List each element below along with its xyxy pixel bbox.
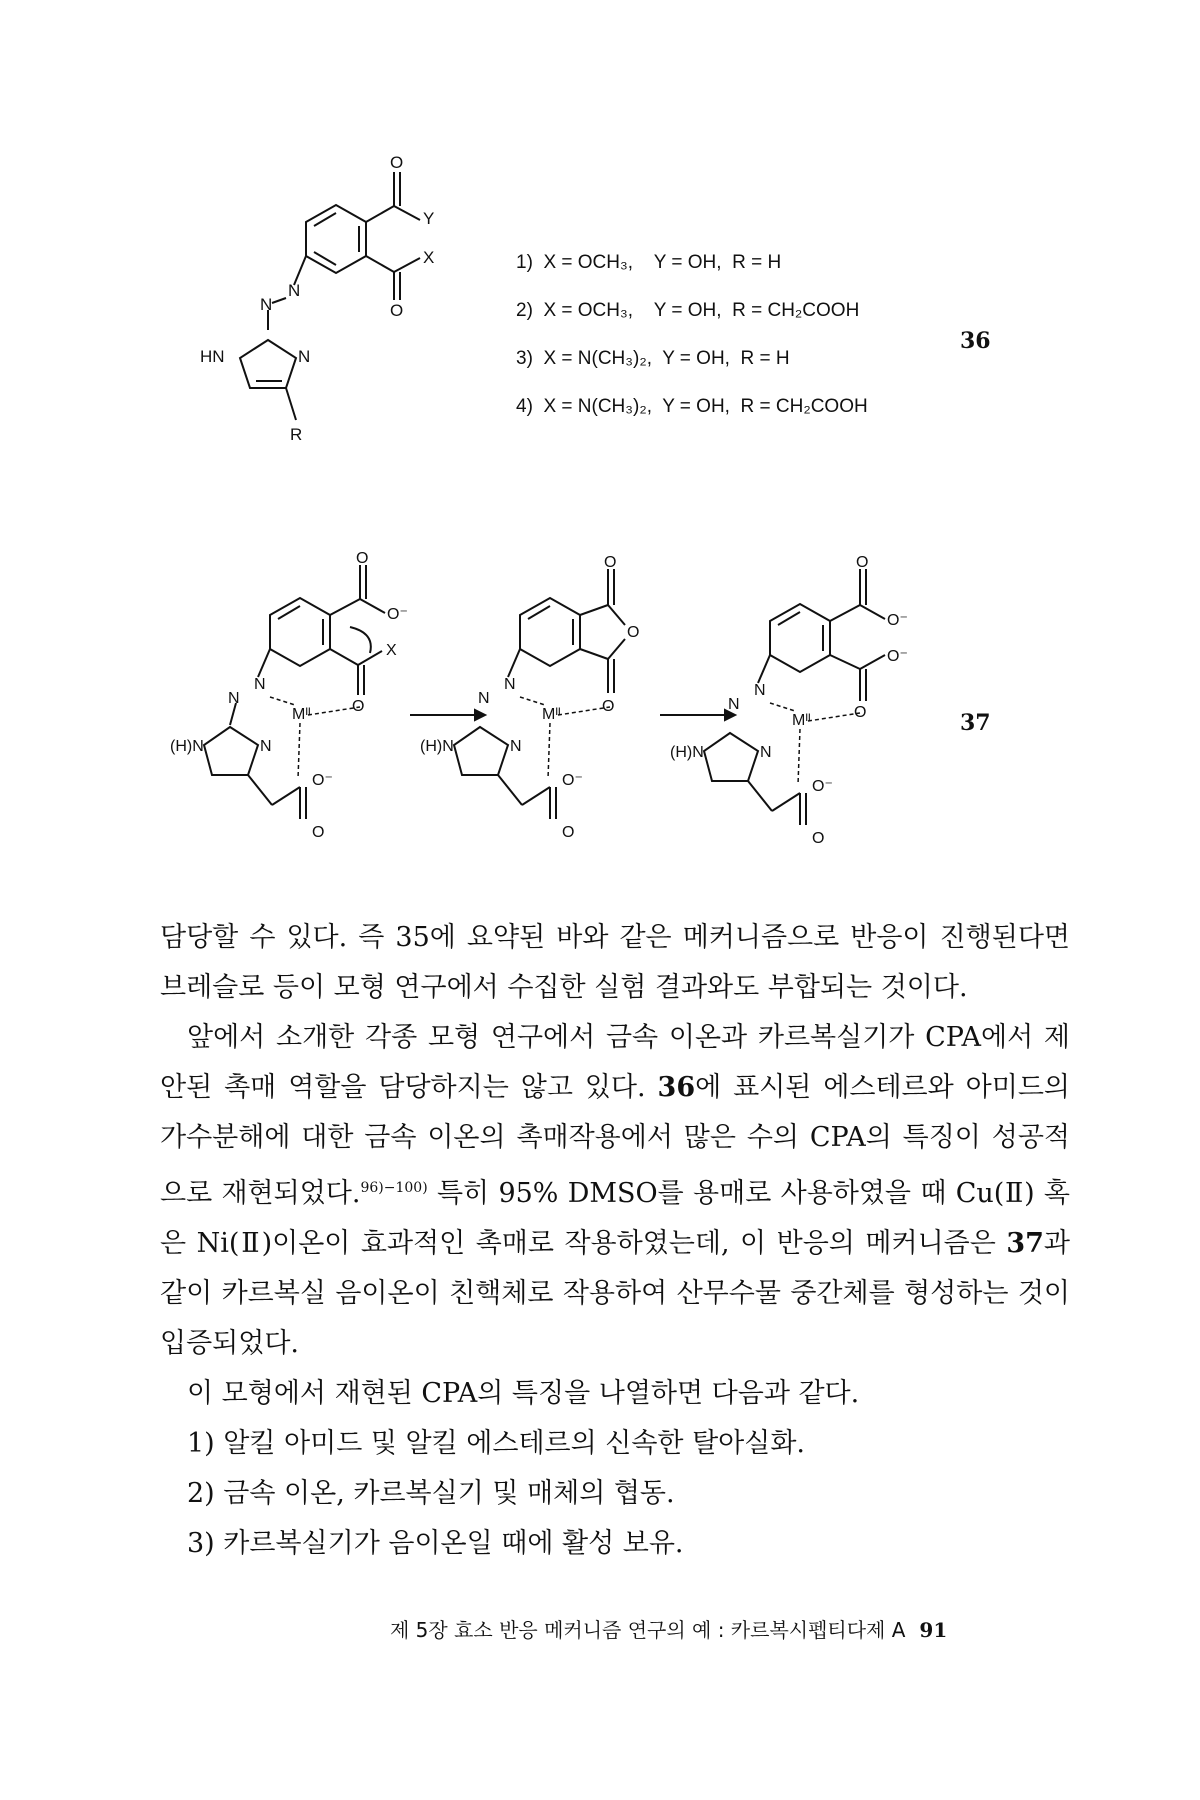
paragraph-3: 이 모형에서 재현된 CPA의 특징을 나열하면 다음과 같다. bbox=[187, 1378, 860, 1409]
atom-o-minus: O⁻ bbox=[887, 612, 908, 629]
atom-o: O bbox=[854, 704, 867, 721]
compound-number-36: 36 bbox=[960, 328, 991, 354]
atom-n: N bbox=[504, 676, 516, 693]
list-item: 3) 카르복실기가 음이온일 때에 활성 보유. bbox=[187, 1528, 684, 1559]
atom-n: N bbox=[254, 676, 266, 693]
paragraph-2 bbox=[160, 1013, 1070, 1369]
paragraph-2-part-b: 에 표시된 에스테르와 아미드의 가수분해에 대한 금속 이온의 촉매작용에서 많은 수의 CPA의 특징이 성공적으로 재현되었다. bbox=[160, 1072, 1070, 1209]
paragraph-2-part-a: 앞에서 소개한 각종 모형 연구에서 금속 이온과 카르복실기가 CPA에서 제안된 촉매 역할을 담당하지는 않고 있다. bbox=[160, 1022, 1070, 1103]
atom-x: X bbox=[423, 248, 435, 267]
atom-o-minus: O⁻ bbox=[387, 606, 408, 623]
atom-n: N bbox=[760, 744, 772, 761]
atom-o-minus: O⁻ bbox=[812, 778, 833, 795]
compound-ref-36: 36 bbox=[657, 1072, 696, 1103]
atom-o: O bbox=[390, 301, 404, 320]
feature-list bbox=[160, 1419, 1070, 1569]
running-head: 제 5장 효소 반응 메커니즘 연구의 예 : 카르복시펩티다제 A bbox=[390, 1618, 906, 1642]
compound-ref-37: 37 bbox=[1006, 1228, 1044, 1259]
compound-number-37: 37 bbox=[960, 710, 991, 736]
atom-n: N bbox=[298, 347, 311, 366]
list-item: 2) 금속 이온, 카르복실기 및 매체의 협동. bbox=[187, 1478, 675, 1509]
atom-hn: HN bbox=[200, 347, 225, 366]
structure-36 bbox=[200, 150, 500, 480]
atom-o: O bbox=[352, 698, 365, 715]
atom-hn: (H)N bbox=[420, 738, 454, 755]
atom-x: X bbox=[386, 642, 397, 659]
paragraph-2-part-c: 특히 95% DMSO를 용매로 사용하였을 때 Cu(Ⅱ) 혹은 Ni(Ⅱ)이온이 효과적인 촉매로 작용하였는데, 이 반응의 메커니즘은 bbox=[160, 1178, 1070, 1259]
condition-1: 1) X = OCH₃, Y = OH, R = H bbox=[516, 252, 782, 273]
atom-n: N bbox=[478, 690, 490, 707]
atom-hn: (H)N bbox=[670, 744, 704, 761]
atom-o: O bbox=[602, 698, 615, 715]
paragraph-2-part-d: 과 같이 카르복실 음이온이 친핵체로 작용하여 산무수물 중간체를 형성하는 것이 입증되었다. bbox=[160, 1228, 1070, 1359]
atom-n: N bbox=[228, 690, 240, 707]
page-number: 91 bbox=[919, 1618, 948, 1642]
metal-m: Mᴵᴵ bbox=[542, 706, 561, 723]
mechanism-37 bbox=[170, 550, 980, 855]
atom-o: O bbox=[562, 824, 575, 841]
atom-n: N bbox=[754, 682, 766, 699]
atom-o: O bbox=[312, 824, 325, 841]
atom-o: O bbox=[390, 153, 404, 172]
atom-r: R bbox=[290, 425, 303, 444]
running-footer bbox=[390, 1614, 947, 1643]
atom-y: Y bbox=[423, 209, 435, 228]
condition-2: 2) X = OCH₃, Y = OH, R = CH₂COOH bbox=[516, 300, 860, 321]
atom-o-minus: O⁻ bbox=[312, 772, 333, 789]
list-item: 1) 알킬 아미드 및 알킬 에스테르의 신속한 탈아실화. bbox=[187, 1428, 806, 1459]
atom-o: O bbox=[812, 830, 825, 847]
atom-n: N bbox=[260, 295, 273, 314]
body-text bbox=[160, 913, 1070, 1569]
atom-n: N bbox=[510, 738, 522, 755]
atom-hn: (H)N bbox=[170, 738, 204, 755]
atom-o: O bbox=[356, 550, 369, 567]
atom-n: N bbox=[260, 738, 272, 755]
metal-m: Mᴵᴵ bbox=[792, 712, 811, 729]
atom-n: N bbox=[288, 281, 301, 300]
metal-m: Mᴵᴵ bbox=[292, 706, 311, 723]
atom-o: O bbox=[604, 554, 617, 571]
paragraph-1: 담당할 수 있다. 즉 35에 요약된 바와 같은 메커니즘으로 반응이 진행된다면 브레슬로 등이 모형 연구에서 수집한 실험 결과와도 부합되는 것이다. bbox=[160, 922, 1070, 1003]
citation: 96)−100) bbox=[360, 1180, 428, 1196]
atom-o-minus: O⁻ bbox=[887, 648, 908, 665]
atom-o: O bbox=[627, 624, 640, 641]
condition-4: 4) X = N(CH₃)₂, Y = OH, R = CH₂COOH bbox=[516, 396, 868, 417]
atom-n: N bbox=[728, 696, 740, 713]
atom-o: O bbox=[856, 554, 869, 571]
atom-o-minus: O⁻ bbox=[562, 772, 583, 789]
condition-3: 3) X = N(CH₃)₂, Y = OH, R = H bbox=[516, 348, 790, 369]
